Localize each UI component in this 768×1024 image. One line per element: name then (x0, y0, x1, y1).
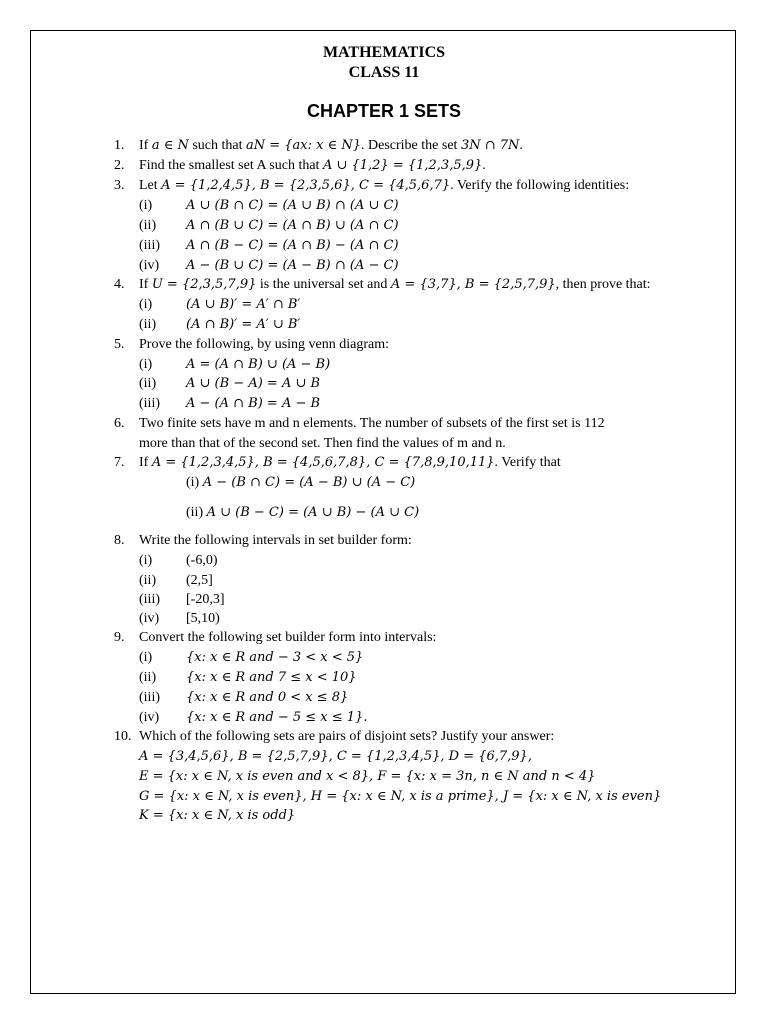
question-number: 7. (114, 455, 125, 470)
class-heading: CLASS 11 (348, 64, 420, 81)
question-text: Convert the following set builder form into intervals: (139, 630, 437, 645)
question-number: 5. (114, 337, 125, 352)
question-number: 3. (114, 178, 125, 193)
question-number: 9. (114, 630, 125, 645)
question-number: 2. (114, 158, 125, 173)
question-text: If A = {1,2,3,4,5}, B = {4,5,6,7,8}, C = {7,8,9,10,11}. Verify that (139, 455, 561, 470)
chapter-title: CHAPTER 1 SETS (306, 101, 462, 121)
question-text: Which of the following sets are pairs of disjoint sets? Justify your answer: (139, 729, 555, 744)
question-text: Write the following intervals in set builder form: (139, 533, 412, 548)
question-number: 1. (114, 138, 125, 153)
subject-heading: MATHEMATICS (322, 44, 446, 61)
question-number: 10. (114, 729, 132, 744)
question-text: If U = {2,3,5,7,9} is the universal set and A = {3,7}, B = {2,5,7,9}, then prove that: (139, 277, 651, 292)
question-text: Let A = {1,2,4,5}, B = {2,3,5,6}, C = {4,5,6,7}. Verify the following identities: (139, 178, 630, 193)
question-text: Find the smallest set A such that A ∪ {1,2} = {1,2,3,5,9}. (139, 158, 486, 173)
question-number: 4. (114, 277, 125, 292)
question-text: Two finite sets have m and n elements. The number of subsets of the first set is 112 (139, 416, 605, 431)
question-text: Prove the following, by using venn diagram: (139, 337, 390, 352)
question-number: 8. (114, 533, 125, 548)
question-text: If a ∈ N such that aN = {ax: x ∈ N}. Describe the set 3N ∩ 7N. (139, 138, 523, 153)
question-number: 6. (114, 416, 125, 431)
